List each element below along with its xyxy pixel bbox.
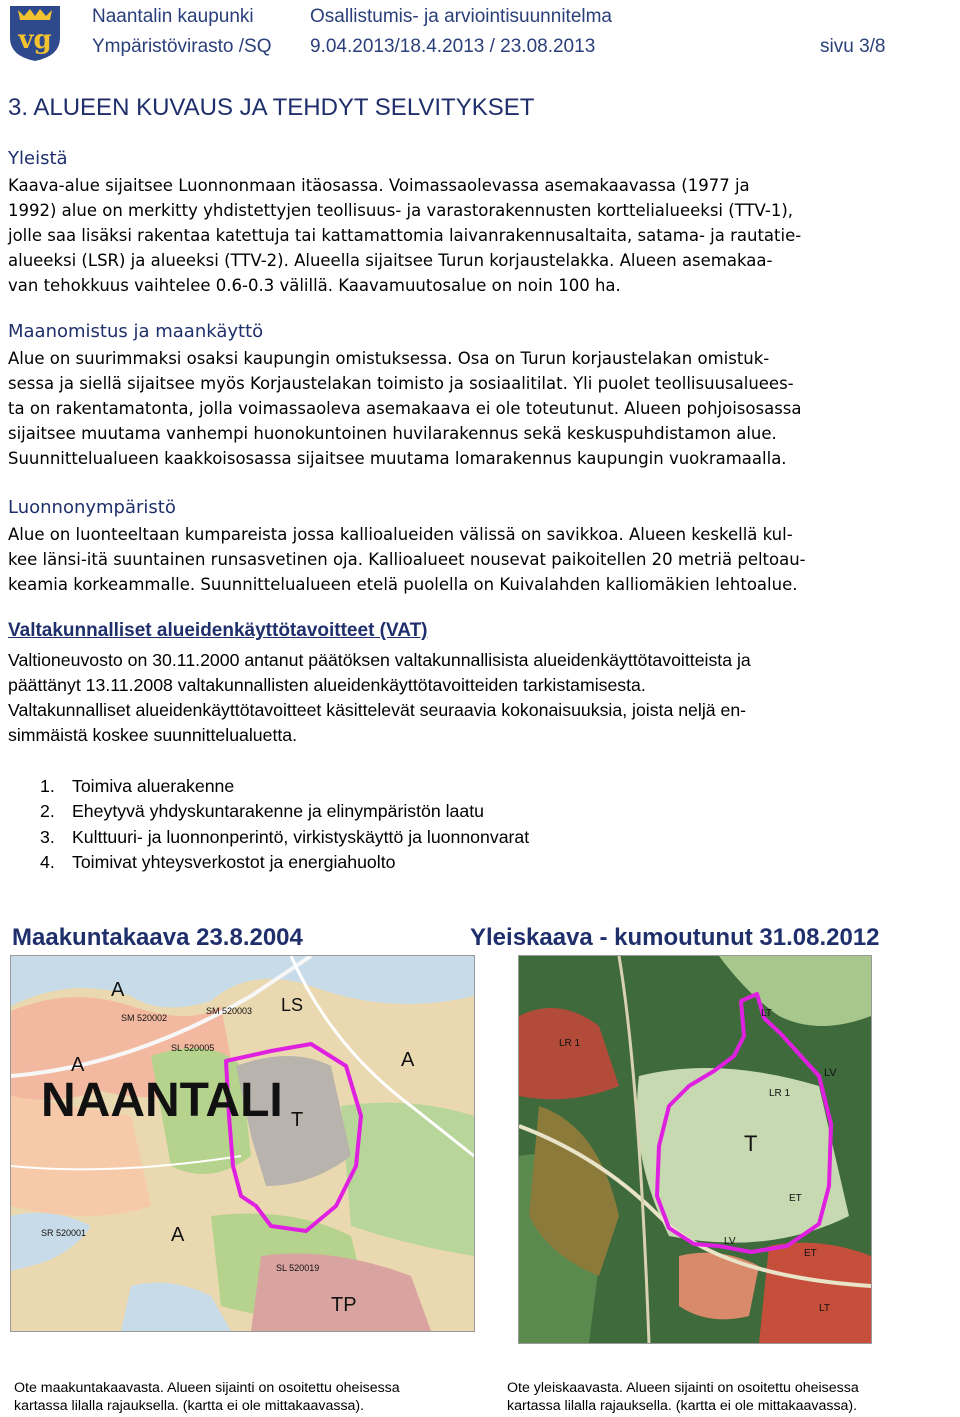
map-zone-label: A	[71, 1054, 85, 1076]
map-zone-label: LV	[724, 1236, 736, 1247]
text-line: Suunnittelualueen kaakkoisosassa sijaitsee muutama lomarakennus kaupungin vuokramaalla.	[8, 448, 787, 468]
map-zone-label: A	[171, 1224, 185, 1246]
text-line: sessa ja siellä sijaitsee myös Korjaustelakan toimisto ja sosiaalitilat. Yli puolet teollisuusaluees-	[8, 373, 794, 393]
paragraph-yleista	[8, 174, 801, 298]
text-line: 1992) alue on merkitty yhdistettyjen teollisuus- ja varastorakennusten korttelialueeksi (TTV-1),	[8, 200, 794, 220]
paragraph-maanomistus	[8, 347, 802, 471]
map-zone-label: A	[401, 1049, 415, 1071]
list-item	[40, 850, 529, 875]
map-zone-label: A	[111, 979, 125, 1001]
map-code-label: SR 520001	[41, 1228, 87, 1238]
map-zone-label: ET	[789, 1193, 802, 1204]
header-page-number: sivu 3/8	[820, 36, 886, 57]
list-item-number: 3.	[40, 826, 55, 847]
list-item-number: 1.	[40, 776, 55, 796]
text-line: keamia korkeammalle. Suunnittelualueen etelä puolella on Kuivalahden kalliomäkien lehtoalue.	[8, 574, 798, 594]
text-line: alueeksi (LSR) ja alueeksi (TTV-2). Alueella sijaitsee Turun korjaustelakka. Alueen asemakaa-	[8, 250, 773, 270]
map-code-label: SL 520019	[276, 1263, 320, 1273]
list-item-text: Kulttuuri- ja luonnonperintö, virkistyskäyttö ja luonnonvarat	[72, 826, 530, 847]
text-line: simmäistä koskee suunnittelualuetta.	[8, 724, 298, 745]
text-line: Valtioneuvosto on 30.11.2000 antanut päätöksen valtakunnallisista alueidenkäyttötavoitteista ja	[8, 650, 751, 670]
map-zone-label: T	[291, 1109, 304, 1131]
header-dates: 9.04.2013/18.4.2013 / 23.08.2013	[310, 36, 596, 57]
text-line: päättänyt 13.11.2008 valtakunnallisten alueidenkäyttötavoitteiden tarkistamisesta.	[8, 674, 646, 695]
map-zone-label: LR 1	[559, 1038, 581, 1049]
heading-luonnonymparisto: Luonnonympäristö	[8, 497, 176, 518]
map-zone-label: LT	[761, 1008, 772, 1019]
list-item	[40, 825, 529, 850]
map-zone-label: ET	[804, 1248, 817, 1259]
caption-line: kartassa lilalla rajauksella. (kartta ei ole mittakaavassa).	[507, 1398, 858, 1414]
text-line: Alue on luonteeltaan kumpareista jossa kallioalueiden välissä on savikkoa. Alueen keskellä kul-	[8, 525, 793, 544]
map-code-label: SL 520005	[171, 1043, 215, 1053]
paragraph-vat	[8, 648, 751, 748]
caption-line: Ote yleiskaavasta. Alueen sijainti on osoitettu oheisessa	[507, 1380, 859, 1396]
list-item	[40, 774, 529, 799]
header-department: Ympäristövirasto /SQ	[92, 36, 272, 57]
caption-line: kartassa lilalla rajauksella. (kartta ei ole mittakaavassa).	[14, 1398, 365, 1414]
heading-yleista: Yleistä	[8, 148, 68, 169]
text-line: van tehokkuus vaihtelee 0.6-0.3 välillä. Kaavamuutosalue on noin 100 ha.	[8, 275, 621, 295]
map-place-label: NAANTALI	[41, 1074, 283, 1127]
vat-numbered-list	[40, 774, 529, 875]
map-zone-label: T	[744, 1131, 758, 1156]
heading-maanomistus: Maanomistus ja maankäyttö	[8, 321, 264, 342]
list-item-text: Eheytyvä yhdyskuntarakenne ja elinympäristön laatu	[72, 801, 484, 822]
map-zone-label: LV	[824, 1067, 837, 1079]
list-item-number: 2.	[40, 801, 55, 822]
caption-yleiskaava	[507, 1379, 859, 1415]
list-item-text: Toimivat yhteysverkostot ja energiahuolto	[72, 851, 396, 872]
map-zone-label: TP	[331, 1294, 357, 1316]
map-zone-label: LT	[819, 1303, 830, 1314]
text-line: Alue on suurimmaksi osaksi kaupungin omistuksessa. Osa on Turun korjaustelakan omistuk-	[8, 349, 770, 368]
map-title-maakuntakaava: Maakuntakaava 23.8.2004	[12, 924, 303, 951]
heading-vat: Valtakunnalliset alueidenkäyttötavoitteet (VAT)	[8, 620, 428, 641]
map-zone-label: LS	[281, 995, 304, 1015]
map-zone-label: LR 1	[769, 1088, 791, 1099]
text-line: jolle saa lisäksi rakentaa katettuja tai kattamattomia laivanrakennusaltaita, satama- ja rautatie-	[8, 225, 802, 245]
map-yleiskaava	[518, 955, 872, 1344]
map-title-yleiskaava: Yleiskaava - kumoutunut 31.08.2012	[470, 924, 880, 951]
text-line: ta on rakentamatonta, jolla voimassaoleva asemakaava ei ole toteutunut. Alueen pohjoisosassa	[8, 398, 802, 418]
list-item-text: Toimiva aluerakenne	[72, 776, 235, 796]
paragraph-luonnonymparisto	[8, 523, 806, 598]
header-org-name: Naantalin kaupunki	[92, 6, 254, 27]
caption-line: Ote maakuntakaavasta. Alueen sijainti on osoitettu oheisessa	[14, 1380, 400, 1396]
text-line: Kaava-alue sijaitsee Luonnonmaan itäosassa. Voimassaolevassa asemakaavassa (1977 ja	[8, 176, 750, 195]
map-code-label: SM 520002	[121, 1013, 168, 1023]
caption-maakuntakaava	[14, 1379, 400, 1415]
list-item	[40, 799, 529, 824]
crest-letters: vg	[18, 25, 52, 55]
section-title: 3. ALUEEN KUVAUS JA TEHDYT SELVITYKSET	[8, 94, 535, 121]
map-code-label: SM 520003	[206, 1006, 253, 1016]
text-line: sijaitsee muutama vanhempi huonokuntoinen huvilarakennus sekä keskuspuhdistamon alue.	[8, 423, 777, 443]
map-maakuntakaava	[10, 955, 475, 1332]
text-line: kee länsi-itä suuntainen runsasvetinen oja. Kallioalueet nousevat paikoitellen 20 metriä peltoau-	[8, 549, 806, 569]
list-item-number: 4.	[40, 851, 55, 872]
text-line: Valtakunnalliset alueidenkäyttötavoitteet käsittelevät seuraavia kokonaisuuksia, joista neljä en-	[8, 699, 747, 720]
header-document-title: Osallistumis- ja arviointisuunnitelma	[310, 6, 612, 27]
city-crest-logo	[8, 4, 62, 62]
